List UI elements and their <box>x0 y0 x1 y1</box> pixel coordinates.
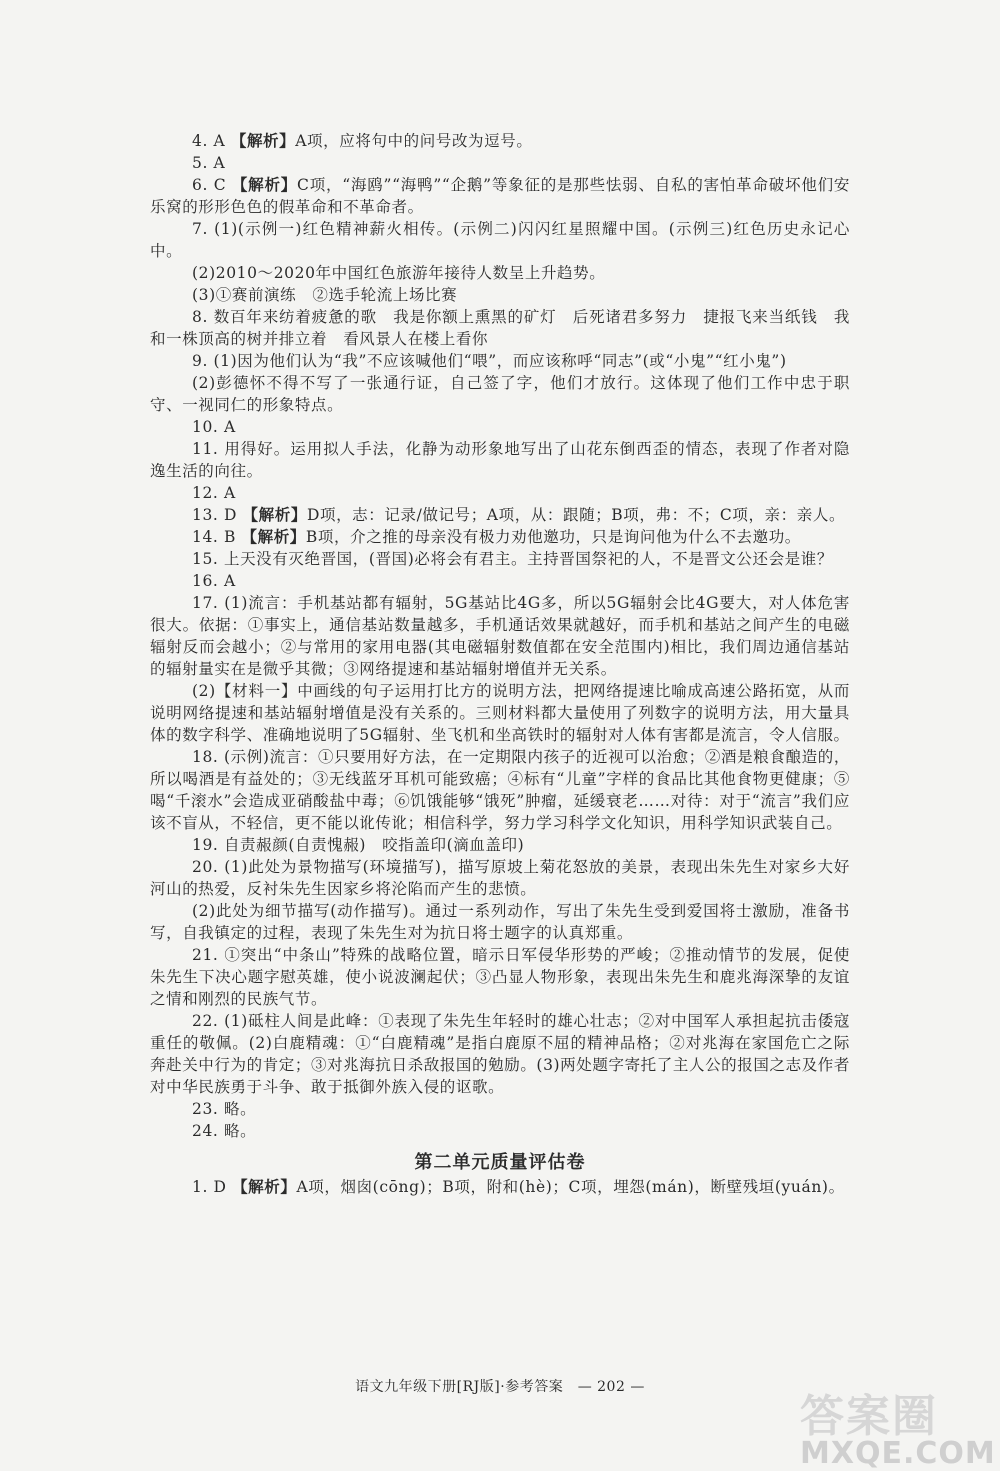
answer-prefix: (2)此处为细节描写(动作描写)。通过一系列动作，写出了朱先生受到爱国将士激励，准备书写，自我镇定的过程，表现了朱先生对为抗日将士题字的认真郑重。 <box>150 902 850 942</box>
answer-text: C项，“海鸥”“海鸭”“企鹅”等象征的是那些怯弱、自私的害怕革命破坏他们安乐窝的形形色色的假革命和不革命者。 <box>150 176 851 216</box>
answer-q20-2 <box>150 900 850 944</box>
answer-prefix: 23. 略。 <box>192 1100 257 1118</box>
answer-prefix: 14. B <box>192 528 242 546</box>
answer-q5 <box>150 152 850 174</box>
answer-prefix: (2)彭德怀不得不写了一张通行证，自己签了字，他们才放行。这体现了他们工作中忠于职守、一视同仁的形象特点。 <box>150 374 850 414</box>
answer-prefix: 10. A <box>192 418 236 436</box>
answer-prefix: 16. A <box>192 572 236 590</box>
answer-prefix: 19. 自责赧颜(自责愧赧) 咬指盖印(滴血盖印) <box>192 836 525 854</box>
answer-q15 <box>150 548 850 570</box>
answer-page <box>150 130 850 1198</box>
answer-text: A项，烟囱(cōng)；B项，附和(hè)；C项，埋怨(mán)，断壁残垣(yuán)。 <box>296 1178 845 1196</box>
answer-prefix: 17. (1)流言：手机基站都有辐射，5G基站比4G多，所以5G辐射会比4G要大，对人体危害很大。依据：①事实上，通信基站数量越多，手机通话效果就越好，而手机和基站之间产生的电磁辐射反而会越小；②与常用的家用电器(其电磁辐射数值都在安全范围内)相比，我们周边通信基站的辐射量实在是微乎其微；③网络提速和基站辐射增值并无关系。 <box>150 594 850 678</box>
answer-prefix: 1. D <box>192 1178 233 1196</box>
answer-prefix: 9. (1)因为他们认为“我”不应该喊他们“喂”，而应该称呼“同志”(或“小鬼”“红小鬼”) <box>192 352 787 370</box>
analysis-tag: 【解析】 <box>241 527 306 546</box>
answer-q24 <box>150 1120 850 1142</box>
answer-q9-2 <box>150 372 850 416</box>
answer-q13 <box>150 504 850 526</box>
answer-prefix: 6. C <box>192 176 232 194</box>
answer-prefix: 8. 数百年来纺着疲惫的歌 我是你额上熏黑的矿灯 后死诸君多努力 捷报飞来当纸钱 我和一株顶高的树并排立着 看风景人在楼上看你 <box>150 308 850 348</box>
answer-list <box>150 130 850 1142</box>
answer-prefix: 18. (示例)流言：①只要用好方法，在一定期限内孩子的近视可以治愈；②酒是粮食酿造的，所以喝酒是有益处的；③无线蓝牙耳机可能致癌；④标有“儿童”字样的食品比其他食物更健康；⑤喝“千滚水”会造成亚硝酸盐中毒；⑥饥饿能够“饿死”肿瘤，延缓衰老……对待：对于“流言”我们应该不盲从，不轻信，更不能以讹传讹；相信科学，努力学习科学文化知识，用科学知识武装自己。 <box>150 748 850 832</box>
answer-prefix: 12. A <box>192 484 236 502</box>
answer-q4 <box>150 130 850 152</box>
watermark-text-top: 答案圈 <box>800 1391 938 1442</box>
answer-text: B项，介之推的母亲没有极力劝他邀功，只是询问他为什么不去邀功。 <box>305 528 801 546</box>
answer-q7-2 <box>150 262 850 284</box>
analysis-tag: 【解析】 <box>232 1177 297 1196</box>
answer-prefix: 5. A <box>192 154 226 172</box>
answer-prefix: 21. ①突出“中条山”特殊的战略位置，暗示日军侵华形势的严峻；②推动情节的发展，促使朱先生下决心题字慰英雄，使小说波澜起伏；③凸显人物形象，表现出朱先生和鹿兆海深挚的友谊之情和刚烈的民族气节。 <box>150 946 850 1008</box>
answer-q20-1 <box>150 856 850 900</box>
answer-prefix: (3)①赛前演练 ②选手轮流上场比赛 <box>192 286 458 304</box>
analysis-tag: 【解析】 <box>230 131 296 150</box>
answer-prefix: 22. (1)砥柱人间是此峰：①表现了朱先生年轻时的雄心壮志；②对中国军人承担起抗击倭寇重任的敬佩。(2)白鹿精魂：①“白鹿精魂”是指白鹿原不屈的精神品格；②对兆海在家国危亡之际奔赴关中行为的肯定；③对兆海抗日杀敌报国的勉励。(3)两处题字寄托了主人公的报国之志及作者对中华民族勇于斗争、敢于抵御外族入侵的讴歌。 <box>150 1012 850 1096</box>
answer-q21 <box>150 944 850 1010</box>
watermark-text-bottom: MXQE.COM <box>800 1436 996 1471</box>
answer-prefix: 4. A <box>192 132 231 150</box>
answer-q17-1 <box>150 592 850 680</box>
answer-prefix: (2)【材料一】中画线的句子运用打比方的说明方法，把网络提速比喻成高速公路拓宽，从而说明网络提速和基站辐射增值是没有关系的。三则材料都大量使用了列数字的说明方法，用大量具体的数字科学、准确地说明了5G辐射、坐飞机和坐高铁时的辐射对人体有害都是流言，令人信服。 <box>150 682 850 744</box>
answer-q12 <box>150 482 850 504</box>
analysis-tag: 【解析】 <box>231 175 298 194</box>
answer-prefix: 24. 略。 <box>192 1122 257 1140</box>
answer-prefix: (2)2010～2020年中国红色旅游年接待人数呈上升趋势。 <box>192 264 606 282</box>
watermark-logo <box>800 1380 996 1471</box>
answer-prefix: 20. (1)此处为景物描写(环境描写)，描写原坡上菊花怒放的美景，表现出朱先生对家乡大好河山的热爱，反衬朱先生因家乡将沦陷而产生的悲愤。 <box>150 858 850 898</box>
analysis-tag: 【解析】 <box>242 505 307 524</box>
section-title: 第二单元质量评估卷 <box>414 1152 586 1173</box>
page-footer: 语文九年级下册[RJ版]·参考答案 — 202 — <box>355 1379 645 1395</box>
section-answer-1 <box>150 1176 850 1198</box>
answer-prefix: 13. D <box>192 506 243 524</box>
answer-q14 <box>150 526 850 548</box>
answer-prefix: 11. 用得好。运用拟人手法，化静为动形象地写出了山花东倒西歪的情态，表现了作者对隐逸生活的向往。 <box>150 440 850 480</box>
answer-q9-1 <box>150 350 850 372</box>
answer-q18 <box>150 746 850 834</box>
answer-q10 <box>150 416 850 438</box>
answer-q23 <box>150 1098 850 1120</box>
answer-prefix: 15. 上天没有灭绝晋国，(晋国)必将会有君主。主持晋国祭祀的人，不是晋文公还会是谁？ <box>192 550 833 568</box>
answer-q16 <box>150 570 850 592</box>
answer-prefix: 7. (1)(示例一)红色精神薪火相传。(示例二)闪闪红星照耀中国。(示例三)红色历史永记心中。 <box>150 220 850 260</box>
answer-text: D项，志：记录/做记号；A项，从：跟随；B项，弗：不；C项，亲：亲人。 <box>306 506 846 524</box>
answer-q11 <box>150 438 850 482</box>
answer-q6 <box>150 174 850 218</box>
answer-q19 <box>150 834 850 856</box>
answer-q7-1 <box>150 218 850 262</box>
answer-q8 <box>150 306 850 350</box>
answer-q22 <box>150 1010 850 1098</box>
answer-q7-3 <box>150 284 850 306</box>
answer-q17-2 <box>150 680 850 746</box>
answer-text: A项，应将句中的问号改为逗号。 <box>295 132 533 150</box>
